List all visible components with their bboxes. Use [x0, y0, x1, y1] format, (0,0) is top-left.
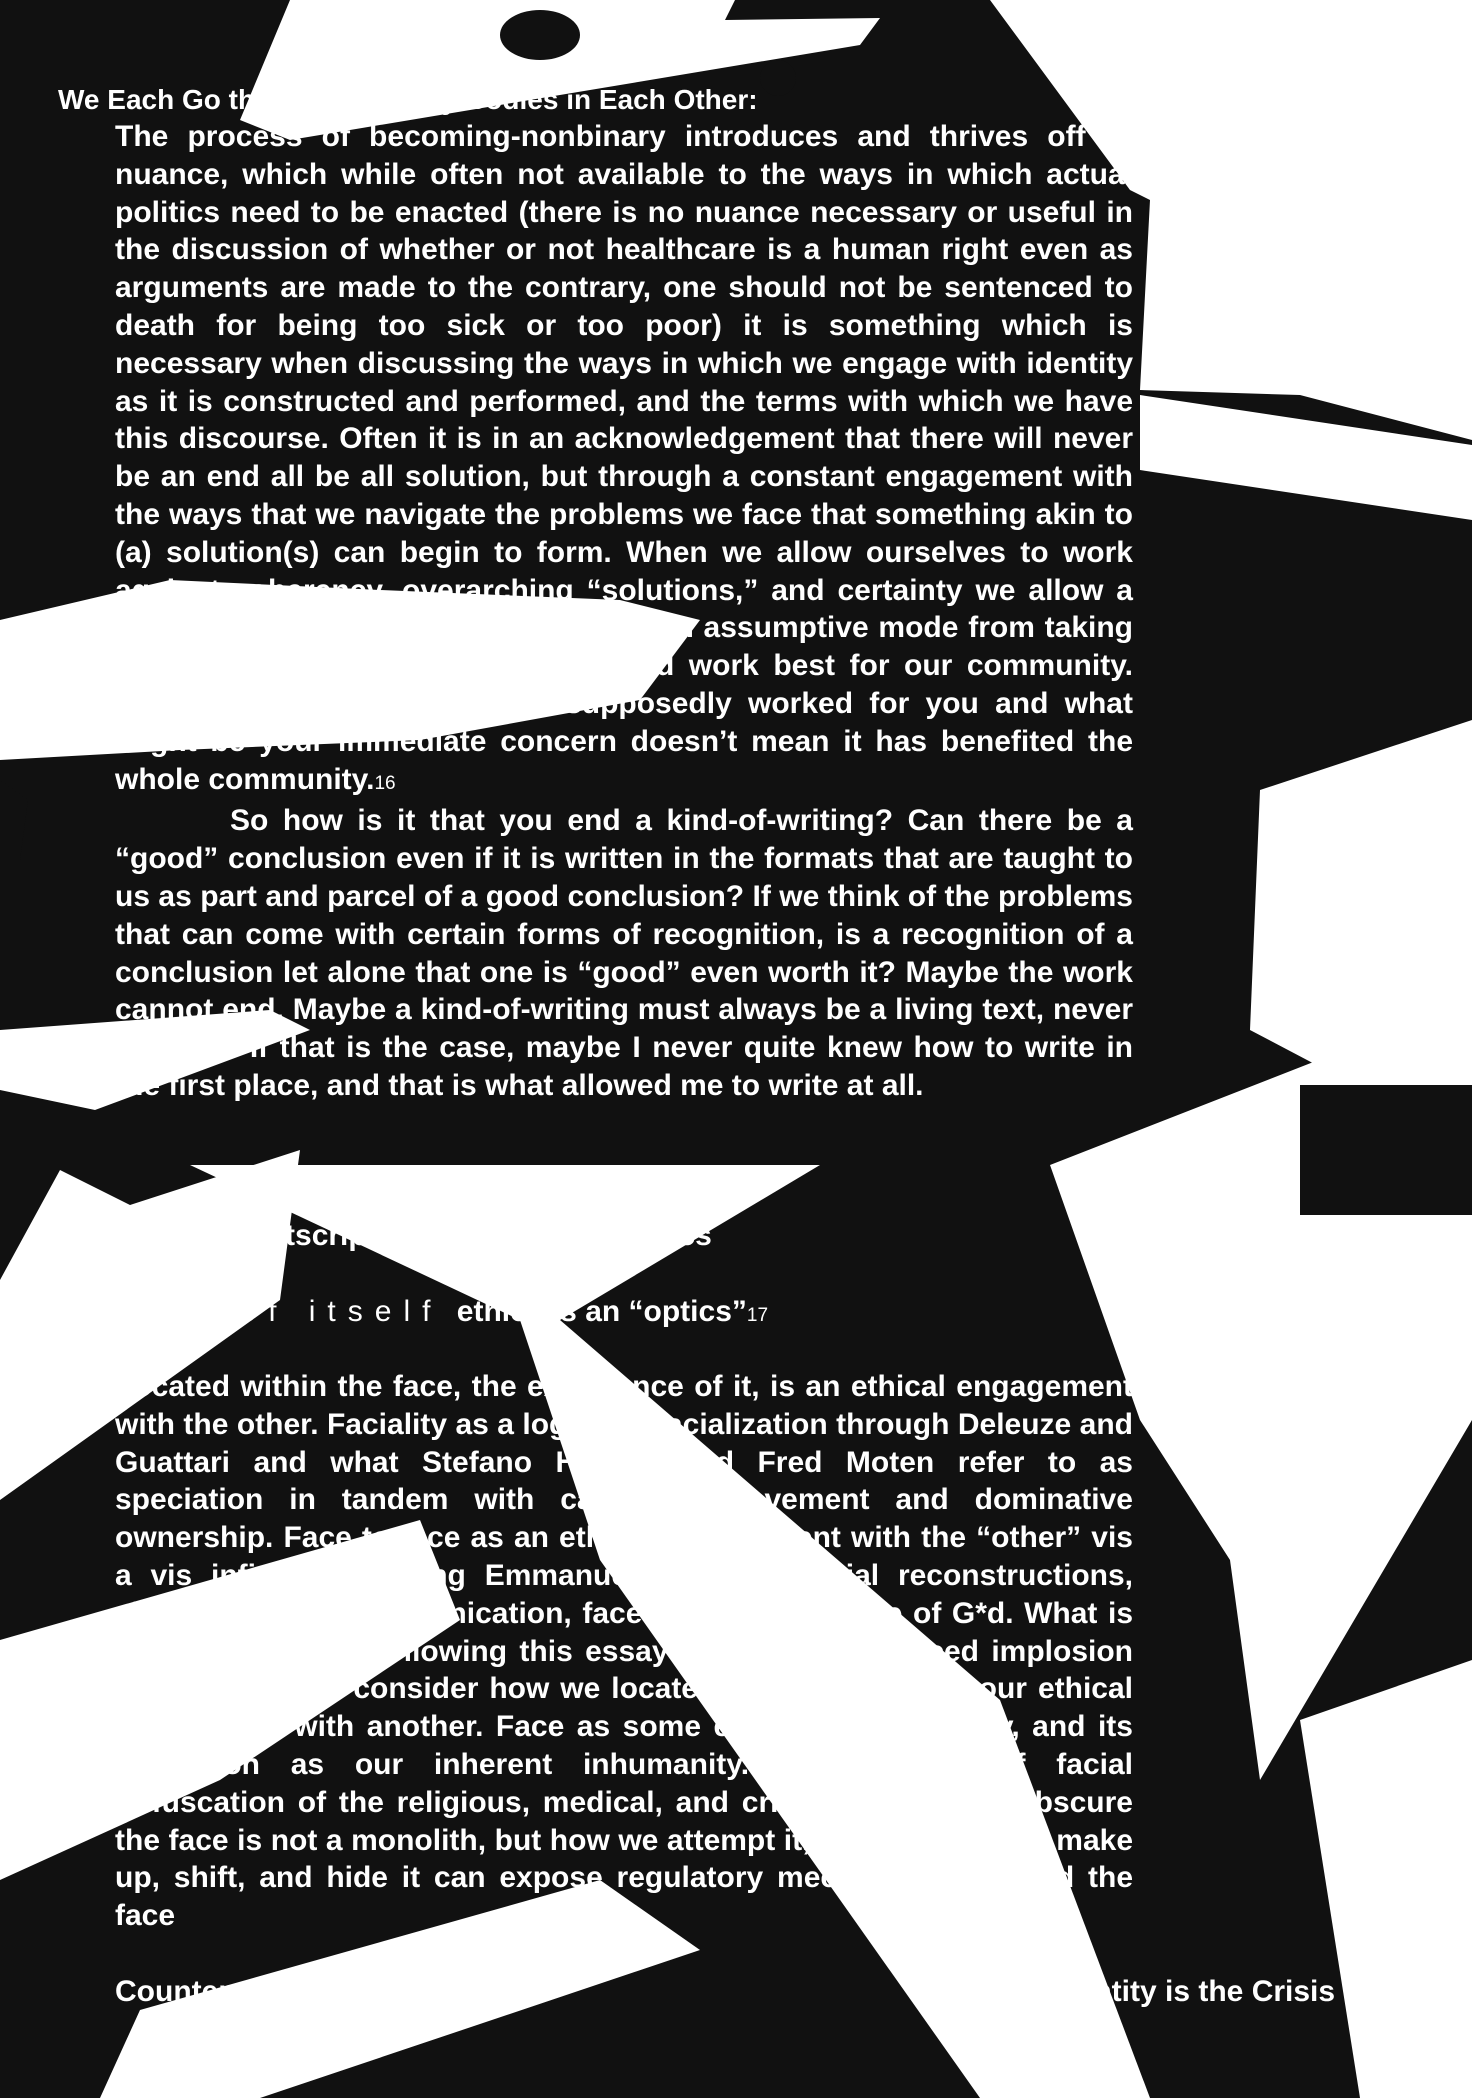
- ink-blob-top-small: [760, 60, 796, 96]
- epigraph-end: ethics is an “optics”: [456, 1295, 747, 1328]
- main-text-block: [115, 118, 1133, 1105]
- postscript-paragraph: Located within the face, the experience of it, is an ethical engagement with the other. Faciality as a logics of racialization through Deleuze and Guattari and what Stefano Harney and Fred Moten refer to as speciation in tandem with capital improvement and dominative ownership. Face to face as an ethical engagement with the “other” vis a vis infinity, following Emmanuel Levinas. Facial reconstructions, virtual faces of communication, facetime, and the face of G*d. What is to be considered following this essay engaging a nuanced implosion of identity, is to consider how we locate in facial concerns our ethical imperatives with another. Face as some element of humanity, and its regulation as our inherent inhumanity. Complexities of facial obfuscation of the religious, medical, and criminal kinds. To obscure the face is not a monolith, but how we attempt it, how we contort, make up, shift, and hide it can expose regulatory mechanisms around the face: [115, 1370, 1133, 1933]
- ink-blob-top: [500, 10, 580, 60]
- body-paragraph-1: [115, 118, 1133, 802]
- footnote-marker-16: 16: [374, 772, 396, 794]
- section-heading: Postscript on the Face and Ethics: [230, 1219, 712, 1252]
- ink-block-right: [1300, 1085, 1472, 1215]
- epigraph-start: Already: [115, 1295, 226, 1328]
- footer-series-title: Counter-Signals 4: [115, 1975, 372, 2008]
- epigraph: [115, 1292, 768, 1336]
- postscript-text-block: [115, 1368, 1133, 1935]
- body-paragraph-2: So how is it that you end a kind-of-writing? Can there be a “good” conclusion even if it is written in the formats that are taught to us as part and parcel of a good conclusion? If we think of the problems that can come with certain forms of recognition, is a recognition of a conclusion let alone that one is “good” even worth it? Maybe the work cannot end. Maybe a kind-of-writing must always be a living text, never finished. If that is the case, maybe I never quite knew how to write in the first place, and that is what allowed me to write at all.: [115, 804, 1133, 1102]
- footer-book-title: Identity is the Crisis: [1050, 1975, 1336, 2008]
- running-title: We Each Go through So Many Bodies in Each Other:: [58, 84, 758, 115]
- footnote-marker-17: 17: [746, 1305, 769, 1326]
- page-number: 172: [1308, 84, 1355, 115]
- epigraph-spaced: of itself: [239, 1295, 443, 1328]
- paragraph-1-text: The process of becoming-nonbinary introduces and thrives off of nuance, which while often not available to the ways in which actual politics need to be enacted (there is no nuance necessary or useful in the discussion of whether or not healthcare is a human right even as arguments are made to the contrary, one should not be sentenced to death for being too sick or too poor) it is something which is necessary when discussing the ways in which we engage with identity as it is constructed and performed, and the terms with which we have this discourse. Often it is in an acknowledgement that there will never be an end all be all solution, but through a constant engagement with the ways that we navigate the problems we face that something akin to (a) solution(s) can begin to form. When we allow ourselves to work against coherency, overarching “solutions,” and certainty we allow a certain openness to form. It prevents an assumptive mode from taking over our decisions about what would work best for our community. Just because something has supposedly worked for you and what might be your immediate concern doesn’t mean it has benefited the whole community.: [115, 120, 1133, 796]
